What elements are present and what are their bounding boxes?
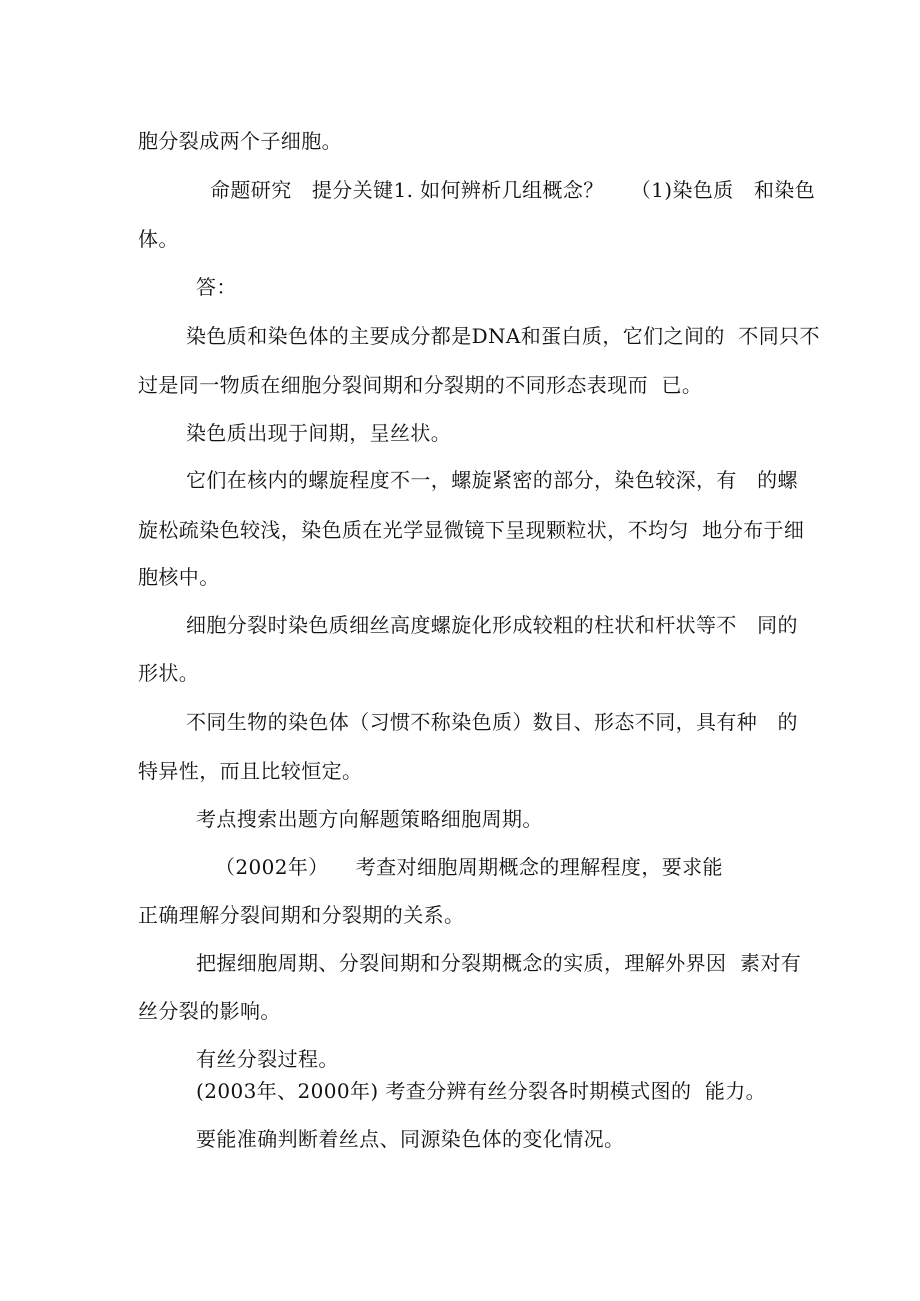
- text-line: 正确理解分裂间期和分裂期的关系。: [138, 903, 465, 927]
- text-line: 细胞分裂时染色质细丝高度螺旋化形成较粗的柱状和杆状等不 同的: [186, 613, 798, 637]
- text-line: 命题研究 提分关键1. 如何辨析几组概念？ （1)染色质 和染色: [210, 178, 816, 202]
- text-line: （2002年） 考查对细胞周期概念的理解程度，要求能: [215, 855, 723, 879]
- text-line: 答：: [196, 275, 237, 299]
- text-line: (2003年、2000年) 考查分辨有丝分裂各时期模式图的 能力。: [196, 1079, 767, 1103]
- text-line: 不同生物的染色体（习惯不称染色质）数目、形态不同，具有种 的: [186, 710, 798, 734]
- text-line: 胞分裂成两个子细胞。: [138, 129, 342, 153]
- text-line: 有丝分裂过程。: [196, 1047, 339, 1071]
- text-line: 特异性，而且比较恒定。: [138, 759, 363, 783]
- text-line: 形状。: [138, 661, 200, 685]
- text-line: 过是同一物质在细胞分裂间期和分裂期的不同形态表现而 已。: [138, 373, 703, 397]
- text-line: 丝分裂的影响。: [138, 999, 281, 1023]
- text-line: 体。: [138, 227, 179, 251]
- text-line: 染色质和染色体的主要成分都是DNA和蛋白质，它们之间的 不同只不: [186, 324, 820, 348]
- text-line: 它们在核内的螺旋程度不一，螺旋紧密的部分，染色较深，有 的螺: [186, 468, 798, 492]
- text-line: 要能准确判断着丝点、同源染色体的变化情况。: [196, 1127, 625, 1151]
- text-line: 考点搜索出题方向解题策略细胞周期。: [196, 807, 543, 831]
- text-line: 胞核中。: [138, 565, 220, 589]
- text-line: 把握细胞周期、分裂间期和分裂期概念的实质，理解外界因 素对有: [196, 951, 802, 975]
- text-line: 染色质出现于间期，呈丝状。: [186, 421, 452, 445]
- text-line: 旋松疏染色较浅，染色质在光学显微镜下呈现颗粒状，不均匀 地分布于细: [138, 518, 805, 542]
